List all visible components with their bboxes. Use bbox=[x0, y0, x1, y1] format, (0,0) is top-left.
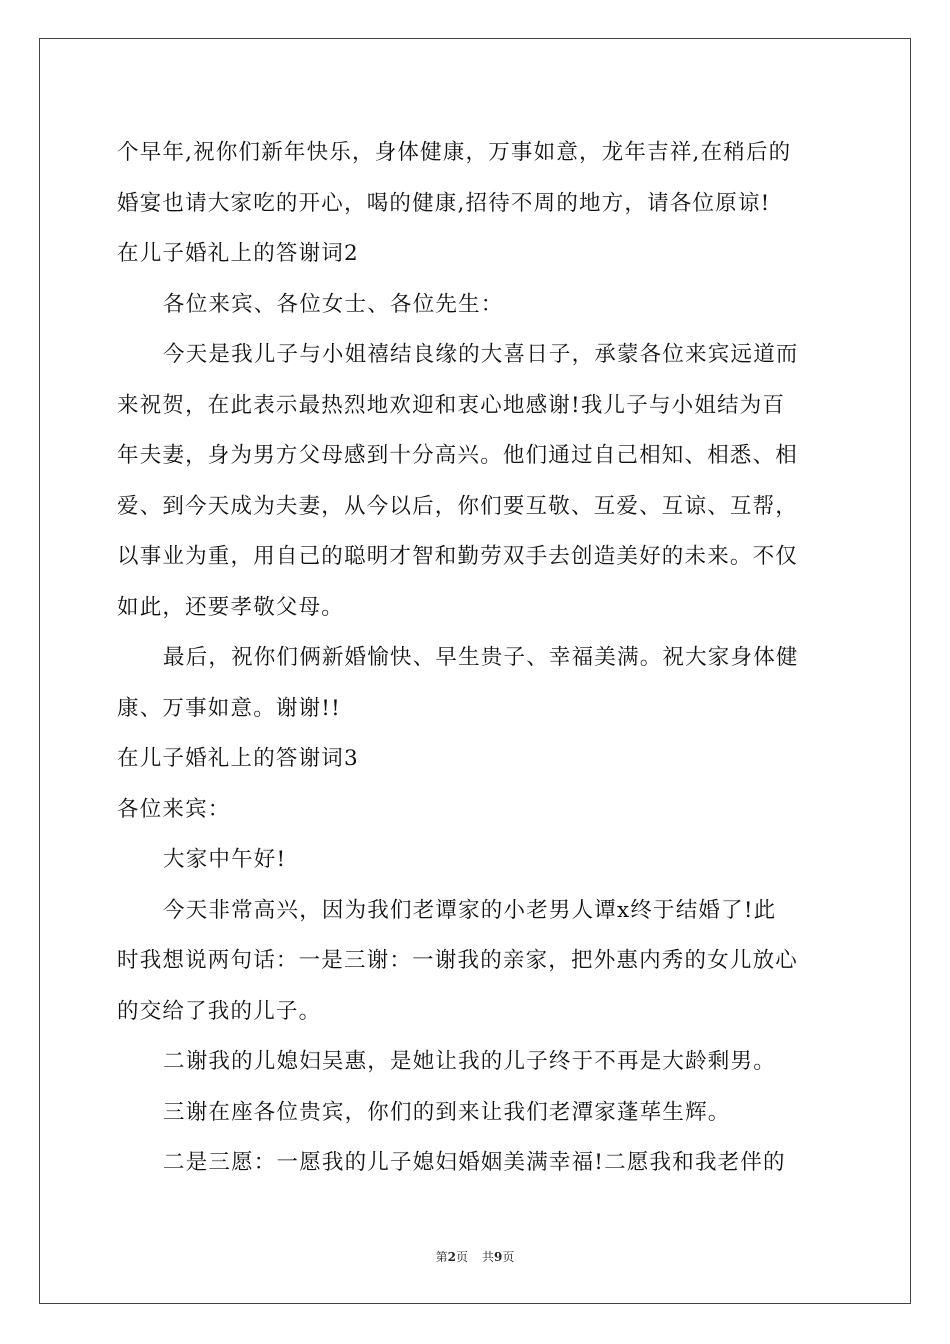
text-line: 今天非常高兴，因为我们老谭家的小老男人谭x终于结婚了!此 bbox=[163, 897, 777, 923]
text-line: 二谢我的儿媳妇吴惠，是她让我的儿子终于不再是大龄剩男。 bbox=[163, 1049, 776, 1074]
text-line: 的交给了我的儿子。 bbox=[117, 998, 322, 1024]
text-line: 如此，还要孝敬父母。 bbox=[117, 594, 345, 620]
text-line: 最后，祝你们俩新婚愉快、早生贵子、幸福美满。祝大家身体健 bbox=[163, 645, 799, 670]
text-line: 时我想说两句话：一是三谢：一谢我的亲家，把外惠内秀的女儿放心 bbox=[117, 948, 799, 973]
text-line: 来祝贺，在此表示最热烈地欢迎和衷心地感谢!我儿子与小姐结为百 bbox=[117, 392, 786, 418]
text-line: 康、万事如意。谢谢!! bbox=[117, 695, 341, 721]
footer-total-suffix: 页 bbox=[502, 1250, 515, 1264]
section-heading: 在儿子婚礼上的答谢词3 bbox=[117, 746, 359, 771]
text-line: 个早年,祝你们新年快乐，身体健康，万事如意，龙年吉祥,在稍后的 bbox=[117, 140, 792, 165]
text-line: 婚宴也请大家吃的开心，喝的健康,招待不周的地方，请各位原谅! bbox=[117, 190, 771, 216]
text-line: 以事业为重，用自己的聪明才智和勤劳双手去创造美好的未来。不仅 bbox=[117, 544, 799, 569]
salutation: 各位来宾、各位女士、各位先生： bbox=[163, 291, 504, 317]
section-heading: 在儿子婚礼上的答谢词2 bbox=[117, 241, 359, 266]
text-line: 今天是我儿子与小姐禧结良缘的大喜日子，承蒙各位来宾远道而 bbox=[163, 342, 799, 367]
document-body bbox=[117, 128, 837, 1189]
page-footer bbox=[0, 1248, 950, 1265]
footer-page-suffix: 页 bbox=[455, 1250, 468, 1264]
current-page-number: 2 bbox=[447, 1250, 456, 1264]
text-line: 二是三愿：一愿我的儿子媳妇婚姻美满幸福!二愿我和我老伴的 bbox=[163, 1150, 786, 1175]
greeting: 大家中午好! bbox=[163, 847, 287, 872]
total-page-count: 9 bbox=[494, 1250, 503, 1264]
text-line: 爱、到今天成为夫妻，从今以后，你们要互敬、互爱、互谅、互帮， bbox=[117, 493, 799, 519]
footer-prefix: 第 bbox=[435, 1250, 448, 1264]
salutation: 各位来宾： bbox=[117, 796, 231, 822]
text-line: 年夫妻，身为男方父母感到十分高兴。他们通过自己相知、相悉、相 bbox=[117, 443, 799, 468]
footer-total-prefix: 共 bbox=[482, 1250, 495, 1264]
text-line: 三谢在座各位贵宾，你们的到来让我们老潭家蓬荜生辉。 bbox=[163, 1099, 731, 1125]
